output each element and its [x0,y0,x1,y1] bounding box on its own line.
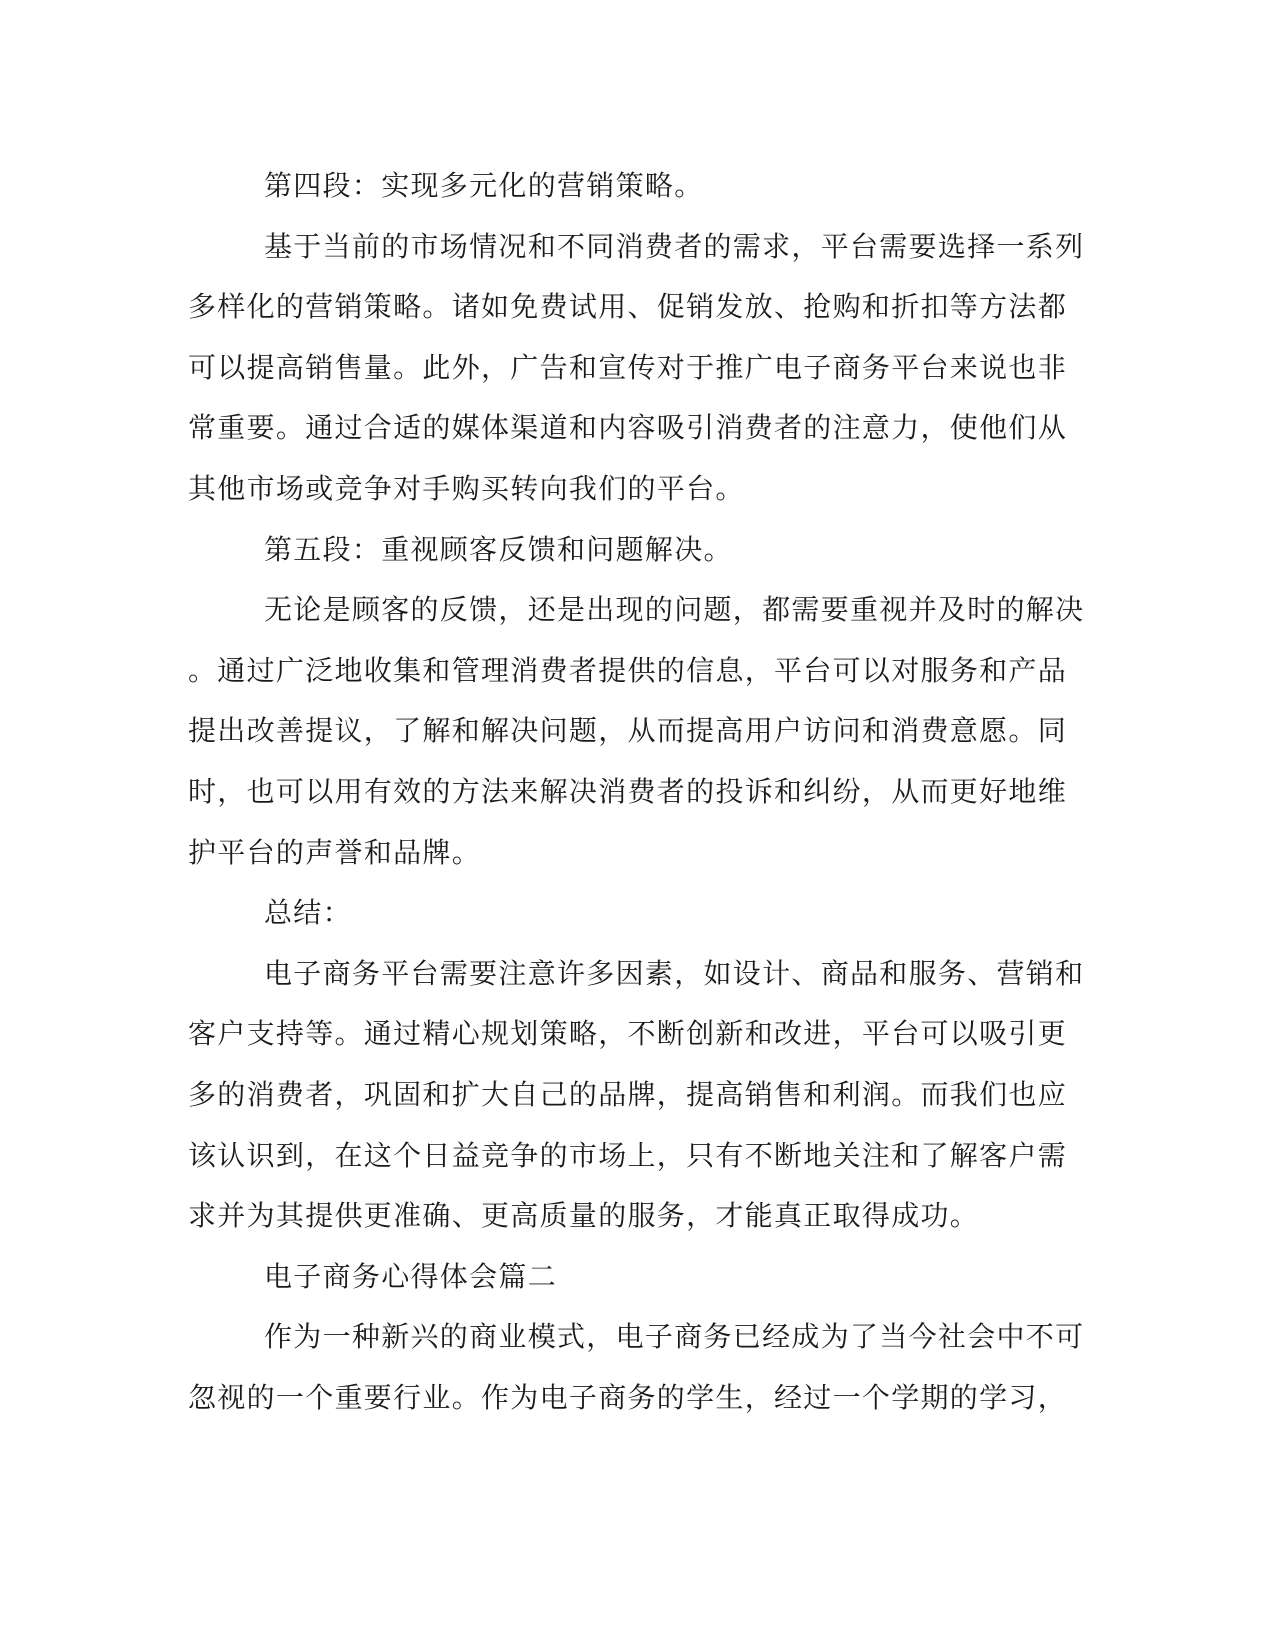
paragraph-line: 其他市场或竞争对手购买转向我们的平台。 [188,471,745,505]
paragraph-line: 忽视的一个重要行业。作为电子商务的学生，经过一个学期的学习， [188,1380,1068,1414]
paragraph-line: 该认识到，在这个日益竞争的市场上，只有不断地关注和了解客户需 [188,1138,1068,1172]
paragraph-line: 无论是顾客的反馈，还是出现的问题，都需要重视并及时的解决 [264,593,1085,627]
paragraph-line: 时，也可以用有效的方法来解决消费者的投诉和纠纷，从而更好地维 [188,774,1068,808]
paragraph-line: 求并为其提供更准确、更高质量的服务，才能真正取得成功。 [188,1199,980,1233]
paragraph-line: 多样化的营销策略。诸如免费试用、促销发放、抢购和折扣等方法都 [188,290,1068,324]
paragraph-line: 。通过广泛地收集和管理消费者提供的信息，平台可以对服务和产品 [188,653,1068,687]
paragraph-line: 护平台的声誉和品牌。 [188,835,482,869]
article-title: 电子商务心得体会篇二 [264,1259,558,1293]
paragraph-line: 可以提高销售量。此外，广告和宣传对于推广电子商务平台来说也非 [188,350,1068,384]
summary-heading: 总结： [264,896,352,930]
paragraph-line: 客户支持等。通过精心规划策略，不断创新和改进，平台可以吸引更 [188,1017,1068,1051]
section-heading-5: 第五段：重视顾客反馈和问题解决。 [264,532,733,566]
paragraph-line: 提出改善提议，了解和解决问题，从而提高用户访问和消费意愿。同 [188,714,1068,748]
paragraph-line: 作为一种新兴的商业模式，电子商务已经成为了当今社会中不可 [264,1320,1085,1354]
document-body [188,156,1085,1428]
paragraph-line: 常重要。通过合适的媒体渠道和内容吸引消费者的注意力，使他们从 [188,411,1068,445]
paragraph-line: 基于当前的市场情况和不同消费者的需求，平台需要选择一系列 [264,229,1085,263]
paragraph-line: 多的消费者，巩固和扩大自己的品牌，提高销售和利润。而我们也应 [188,1077,1068,1111]
section-heading-4: 第四段：实现多元化的营销策略。 [264,169,704,202]
paragraph-line: 电子商务平台需要注意许多因素，如设计、商品和服务、营销和 [264,956,1085,990]
